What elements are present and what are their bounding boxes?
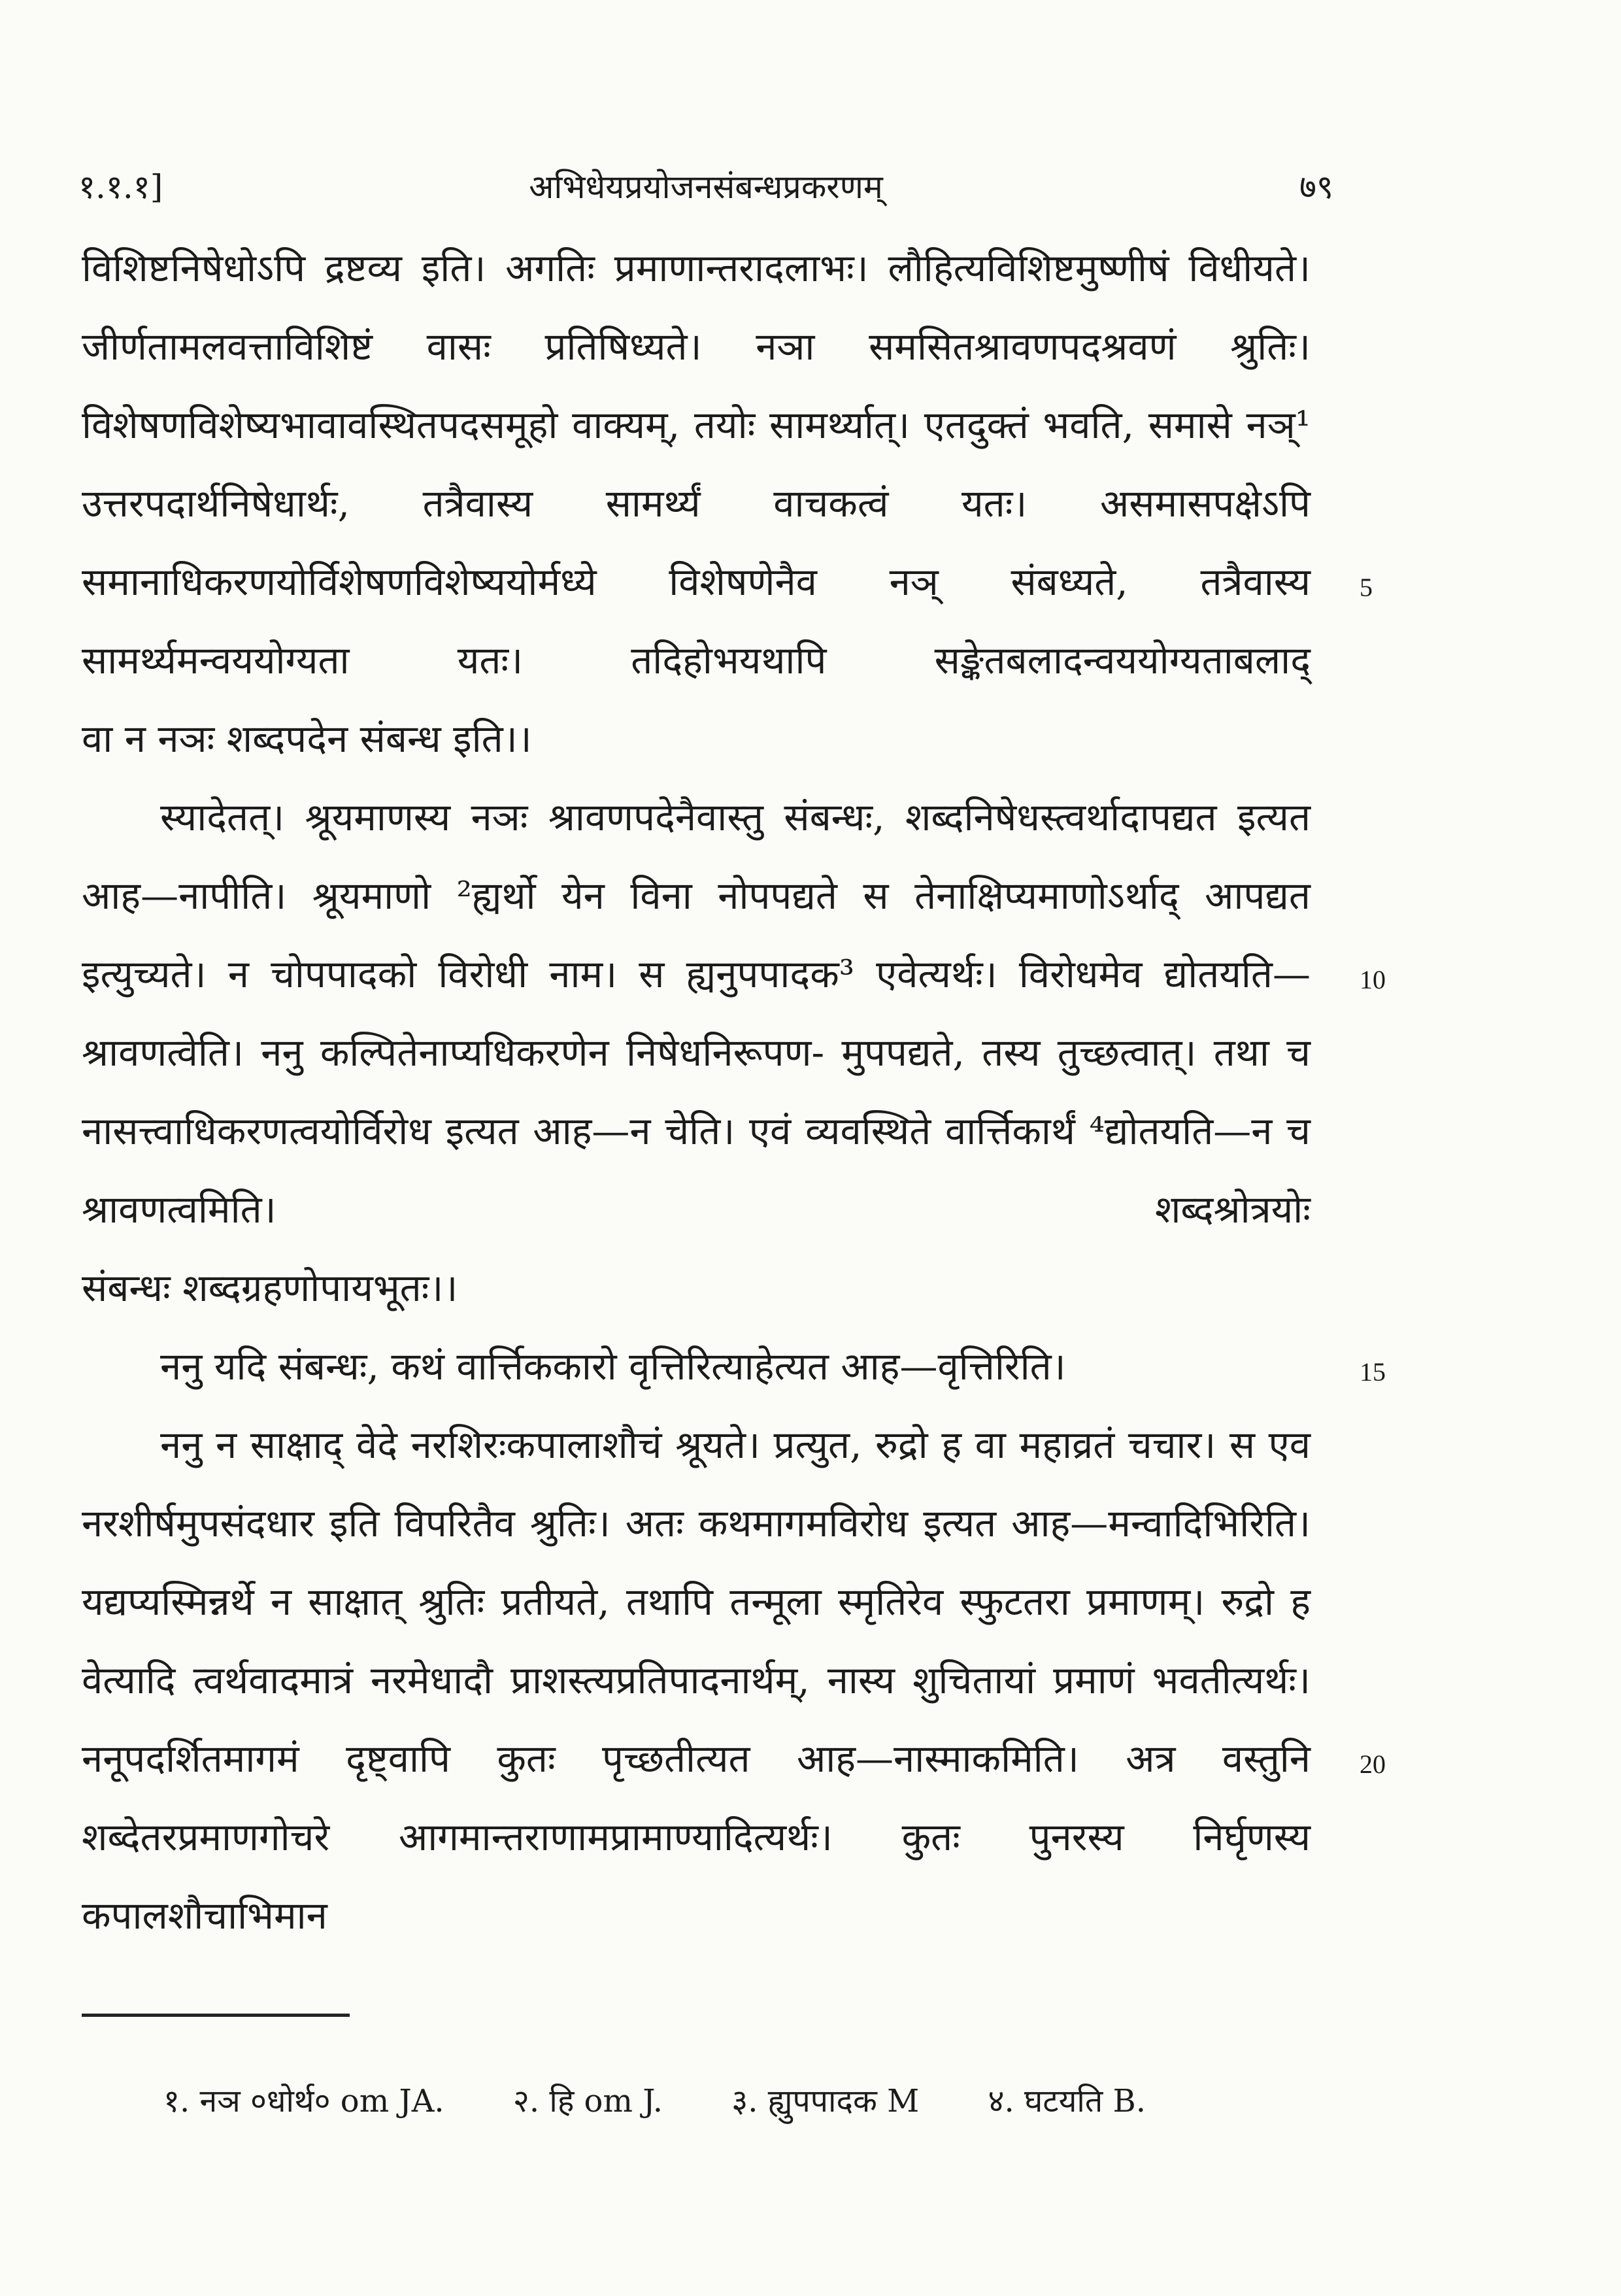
text-line: तत्रैवास्य सामर्थ्यमन्वययोग्यता यतः। तदिहोभयथापि सङ्केतबलादन्वययोग्यताबलाद् — [82, 560, 1311, 683]
page-number: ७९ — [1299, 168, 1333, 206]
paragraph-3 — [82, 1327, 1311, 1406]
text-line: चेति। एवं व्यवस्थिते वार्त्तिकार्थं ⁴द्योतयति—न च श्रावणत्वमिति। शब्दश्रोत्रयोः — [82, 1109, 1311, 1232]
text-line: मुपपद्यते, तस्य तुच्छत्वात्। तथा च नासत्त्वाधिकरणत्वयोर्विरोध इत्यत आह—न — [82, 1030, 1311, 1153]
running-header — [78, 150, 1333, 216]
text-line: वा न नञः शब्दपदेन संबन्ध इति।। — [82, 717, 532, 761]
text-line: प्राशस्त्यप्रतिपादनार्थम्, नास्य शुचितायां प्रमाणं भवतीत्यर्थः। ननूपदर्शितमागमं — [82, 1658, 1311, 1781]
text-line: स्यादेतत्। श्रूयमाणस्य नञः श्रावणपदेनैवास्तु संबन्धः, शब्दनिषेधस्त्वर्थादापद्यत — [160, 795, 1217, 839]
paragraph-4 — [82, 1406, 1311, 1955]
text-line: आगमान्तराणामप्रामाण्यादित्यर्थः। कुतः पुनरस्य निर्घृणस्य कपालशौचाभिमान — [82, 1815, 1311, 1938]
text-line: इत्यत आह—मन्वादिभिरिति। यद्यप्यस्मिन्नर्थे न साक्षात् श्रुतिः प्रतीयते, तथापि — [82, 1501, 1311, 1624]
text-line: दृष्ट्वापि कुतः पृच्छतीत्यत आह—नास्माकमिति। अत्र वस्तुनि शब्देतरप्रमाणगोचरे — [82, 1736, 1311, 1859]
text-line: भवति, समासे नञ्¹ उत्तरपदार्थनिषेधार्थः, तत्रैवास्य सामर्थ्यं वाचकत्वं यतः। — [82, 403, 1311, 526]
text-line: विरोधमेव द्योतयति—श्रावणत्वेति। ननु कल्पितेनाप्यधिकरणेन निषेधनिरूपण- — [82, 952, 1311, 1075]
text-line: ननु न साक्षाद् वेदे नरशिरःकपालाशौचं श्रूयते। प्रत्युत, रुद्रो ह वा महाव्रतं — [160, 1423, 1115, 1467]
footnote-2: २. हि om J. — [512, 2083, 663, 2119]
text-line: ननु यदि संबन्धः, कथं वार्त्तिककारो वृत्तिरित्याहेत्यत आह—वृत्तिरिति। — [160, 1344, 1066, 1389]
paragraph-1 — [82, 229, 1311, 700]
footnotes — [163, 2079, 1471, 2121]
paragraph-1-end — [82, 700, 1311, 778]
text-line: चचार। स एव नरशीर्षमुपसंदधार इति विपरितैव श्रुतिः। अतः कथमागमविरोध — [82, 1423, 1311, 1545]
line-number: 10 — [1360, 965, 1386, 994]
text-line: इत्यत आह—नापीति। श्रूयमाणो ²ह्यर्थो येन विना नोपपद्यते स तेनाक्षिप्यमाणोऽर्थाद् — [82, 795, 1311, 918]
paragraph-2 — [82, 778, 1311, 1249]
text-line: असमासपक्षेऽपि समानाधिकरणयोर्विशेषणविशेष्ययोर्मध्ये विशेषणेनैव नञ् संबध्यते, — [82, 481, 1311, 604]
text-line: विशिष्टनिषेधोऽपि द्रष्टव्य इति। अगतिः प्रमाणान्तरादलाभः। लौहित्यविशिष्टमुष्णीषं — [82, 246, 1169, 290]
text-line: संबन्धः शब्दग्रहणोपायभूतः।। — [82, 1266, 458, 1310]
text-line: तन्मूला स्मृतिरेव स्फुटतरा प्रमाणम्। रुद्रो ह वेत्यादि त्वर्थवादमात्रं नरमेधादौ — [82, 1579, 1311, 1702]
text-line: आपद्यत इत्युच्यते। न चोपपादको विरोधी नाम। स ह्यनुपपादक³ एवेत्यर्थः। — [82, 873, 1311, 996]
line-number: 5 — [1360, 573, 1373, 602]
footnote-divider — [82, 2014, 350, 2017]
paragraph-2-end — [82, 1249, 1311, 1327]
footnote-4: ४. घटयति B. — [988, 2083, 1146, 2119]
section-number: १.१.१] — [78, 168, 163, 206]
line-number: 15 — [1360, 1357, 1386, 1387]
footnote-3: ३. ह्युपपादक M — [731, 2083, 920, 2119]
footnote-1: १. नञ ०धोर्थ० om JA. — [163, 2083, 444, 2119]
main-text — [82, 229, 1311, 1955]
text-line: विधीयते। जीर्णतामलवत्ताविशिष्टं वासः प्रतिषिध्यते। नञा समसितश्रावणपदश्रवणं — [82, 246, 1311, 369]
text-line: श्रुतिः। विशेषणविशेष्यभावावस्थितपदसमूहो वाक्यम्, तयोः सामर्थ्यात्। एतदुक्तं — [82, 324, 1311, 447]
running-title: अभिधेयप्रयोजनसंबन्धप्रकरणम् — [529, 168, 883, 206]
line-number: 20 — [1360, 1749, 1386, 1779]
